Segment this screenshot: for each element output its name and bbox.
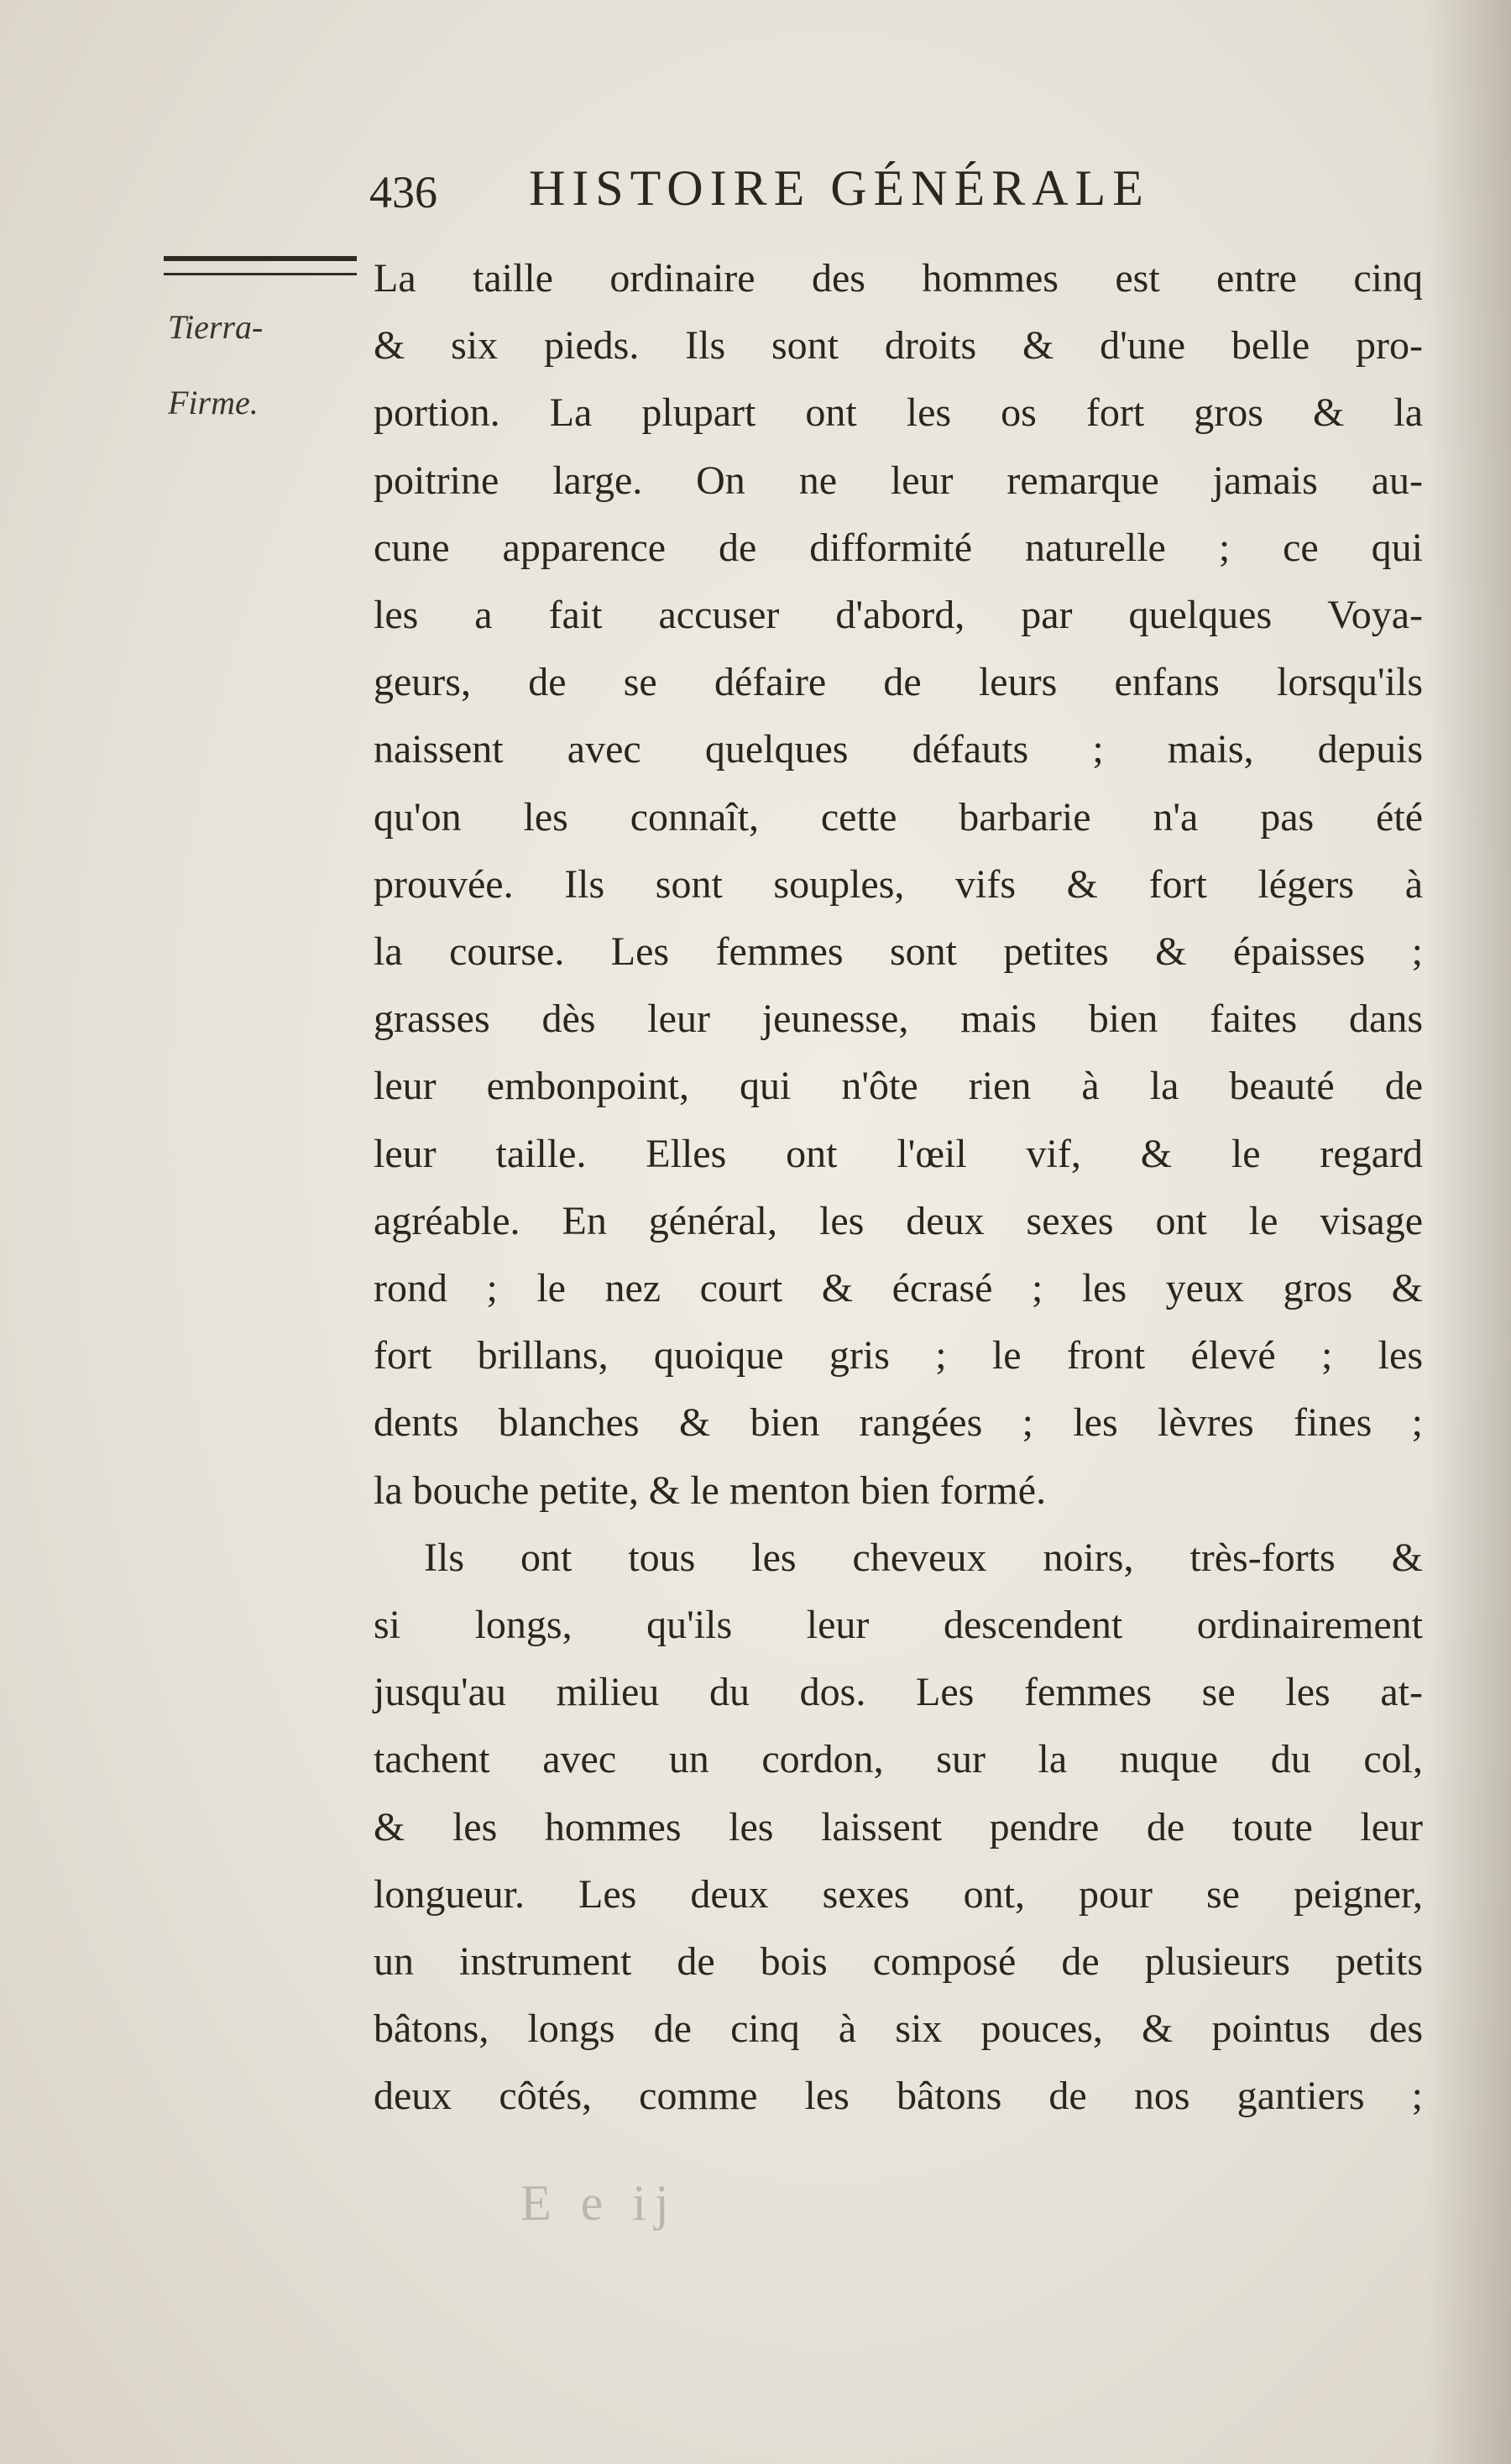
text-line: la bouche petite, & le menton bien formé.	[374, 1467, 1047, 1513]
text-line: tachent avec un cordon, sur la nuque du col,	[374, 1737, 1423, 1782]
running-title: HISTOIRE GÉNÉRALE	[529, 160, 1150, 216]
text-line: & six pieds. Ils sont droits & d'une belle pro-	[374, 323, 1423, 369]
page-header	[369, 160, 1435, 227]
text-line: un instrument de bois composé de plusieurs petits	[374, 1939, 1423, 1985]
text-line: grasses dès leur jeunesse, mais bien faites dans	[374, 997, 1423, 1042]
text-line: rond ; le nez court & écrasé ; les yeux gros &	[374, 1266, 1423, 1311]
text-line: longueur. Les deux sexes ont, pour se peigner,	[374, 1871, 1423, 1917]
text-line: la course. Les femmes sont petites & épaisses ;	[374, 929, 1423, 975]
text-line: geurs, de se défaire de leurs enfans lorsqu'ils	[374, 660, 1423, 705]
text-line: La taille ordinaire des hommes est entre cinq	[374, 256, 1423, 301]
text-line: portion. La plupart ont les os fort gros & la	[374, 390, 1423, 436]
signature-mark: E e ij	[520, 2175, 677, 2231]
margin-note	[168, 290, 344, 441]
page-number: 436	[369, 167, 437, 217]
text-line: naissent avec quelques défauts ; mais, depuis	[374, 727, 1423, 772]
text-line: deux côtés, comme les bâtons de nos gantiers ;	[374, 2074, 1423, 2119]
text-line: cune apparence de difformité naturelle ; ce qui	[374, 525, 1423, 570]
text-line: leur taille. Elles ont l'œil vif, & le regard	[374, 1131, 1423, 1176]
text-line: les a fait accuser d'abord, par quelques Voya-	[374, 593, 1423, 638]
gutter-shadow	[1427, 0, 1511, 2464]
text-line: jusqu'au milieu du dos. Les femmes se les at-	[374, 1670, 1423, 1715]
text-line: si longs, qu'ils leur descendent ordinairement	[374, 1603, 1423, 1648]
text-line: agréable. En général, les deux sexes ont le visage	[374, 1198, 1423, 1243]
text-line: Ils ont tous les cheveux noirs, très-forts &	[424, 1535, 1423, 1580]
text-line: dents blanches & bien rangées ; les lèvres fines ;	[374, 1400, 1423, 1446]
text-line: leur embonpoint, qui n'ôte rien à la beauté de	[374, 1064, 1423, 1109]
margin-note-line: Firme.	[168, 384, 259, 421]
text-line: poitrine large. On ne leur remarque jamais au-	[374, 458, 1423, 503]
text-line: bâtons, longs de cinq à six pouces, & pointus des	[374, 2006, 1423, 2052]
text-line: prouvée. Ils sont souples, vifs & fort légers à	[374, 861, 1423, 907]
body-text	[374, 245, 1423, 2131]
text-line: qu'on les connaît, cette barbarie n'a pas été	[374, 794, 1423, 840]
margin-note-line: Tierra-	[168, 308, 264, 346]
text-line: & les hommes les laissent pendre de toute leur	[374, 1804, 1423, 1849]
text-line: fort brillans, quoique gris ; le front élevé ; les	[374, 1333, 1423, 1378]
margin-rule	[164, 256, 357, 275]
